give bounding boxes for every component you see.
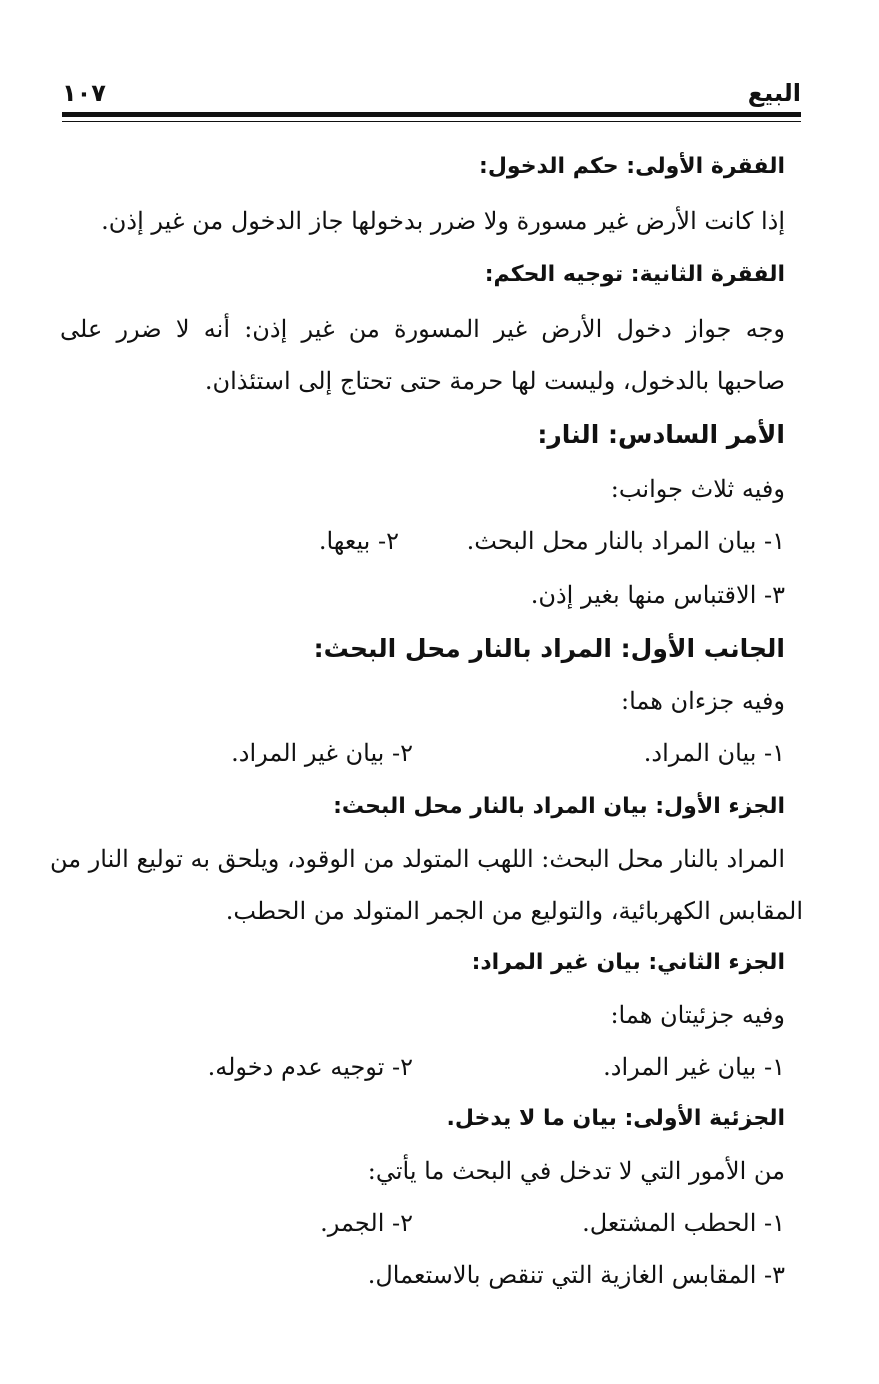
text-line: وفيه جزءان هما: (620, 687, 785, 715)
heading-paragraph-1: الفقرة الأولى: حكم الدخول: (479, 154, 785, 179)
list-row (60, 728, 785, 778)
text-line: إذا كانت الأرض غير مسورة ولا ضرر بدخولها جاز الدخول من غير إذن. (101, 207, 785, 235)
header-rule-thin (62, 121, 801, 122)
list-row (60, 516, 785, 566)
heading-aspect-1: الجانب الأول: المراد بالنار محل البحث: (313, 634, 785, 663)
page-number: ١٠٧ (62, 79, 106, 107)
list-item: ٢- بيعها. (318, 527, 399, 555)
heading-part-2: الجزء الثاني: بيان غير المراد: (471, 950, 785, 975)
text-line: المراد بالنار محل البحث: اللهب المتولد من الوقود، ويلحق به توليع النار من (49, 845, 785, 873)
list-item: ٣- الاقتباس منها بغير إذن. (530, 581, 785, 609)
list-item: ١- بيان المراد. (643, 739, 785, 767)
list-item: ١- بيان غير المراد. (603, 1053, 785, 1081)
list-row (60, 1042, 785, 1092)
heading-subpart-1: الجزئية الأولى: بيان ما لا يدخل. (446, 1106, 785, 1131)
list-item: ٣- المقابس الغازية التي تنقص بالاستعمال. (367, 1261, 785, 1289)
chapter-title: البيع (747, 79, 801, 107)
list-item: ٢- الجمر. (320, 1209, 413, 1237)
text-line: وفيه جزئيتان هما: (610, 1001, 785, 1029)
list-item: ١- الحطب المشتعل. (582, 1209, 785, 1237)
list-item: ٢- بيان غير المراد. (231, 739, 413, 767)
text-line: وفيه ثلاث جوانب: (610, 475, 785, 503)
running-header (62, 76, 801, 110)
header-rule-thick (62, 112, 801, 117)
text-line: صاحبها بالدخول، وليست لها حرمة حتى تحتاج إلى استئذان. (204, 367, 785, 395)
list-item: ١- بيان المراد بالنار محل البحث. (466, 527, 785, 555)
text-line: من الأمور التي لا تدخل في البحث ما يأتي: (367, 1157, 785, 1185)
list-row (60, 1198, 785, 1248)
heading-paragraph-2: الفقرة الثانية: توجيه الحكم: (484, 262, 785, 287)
text-line: وجه جواز دخول الأرض غير المسورة من غير إذن: أنه لا ضرر على (60, 315, 785, 343)
heading-section-fire: الأمر السادس: النار: (537, 420, 785, 449)
heading-part-1: الجزء الأول: بيان المراد بالنار محل البحث: (333, 794, 785, 819)
list-item: ٢- توجيه عدم دخوله. (207, 1053, 413, 1081)
text-line: المقابس الكهربائية، والتوليع من الجمر المتولد من الحطب. (225, 897, 803, 925)
